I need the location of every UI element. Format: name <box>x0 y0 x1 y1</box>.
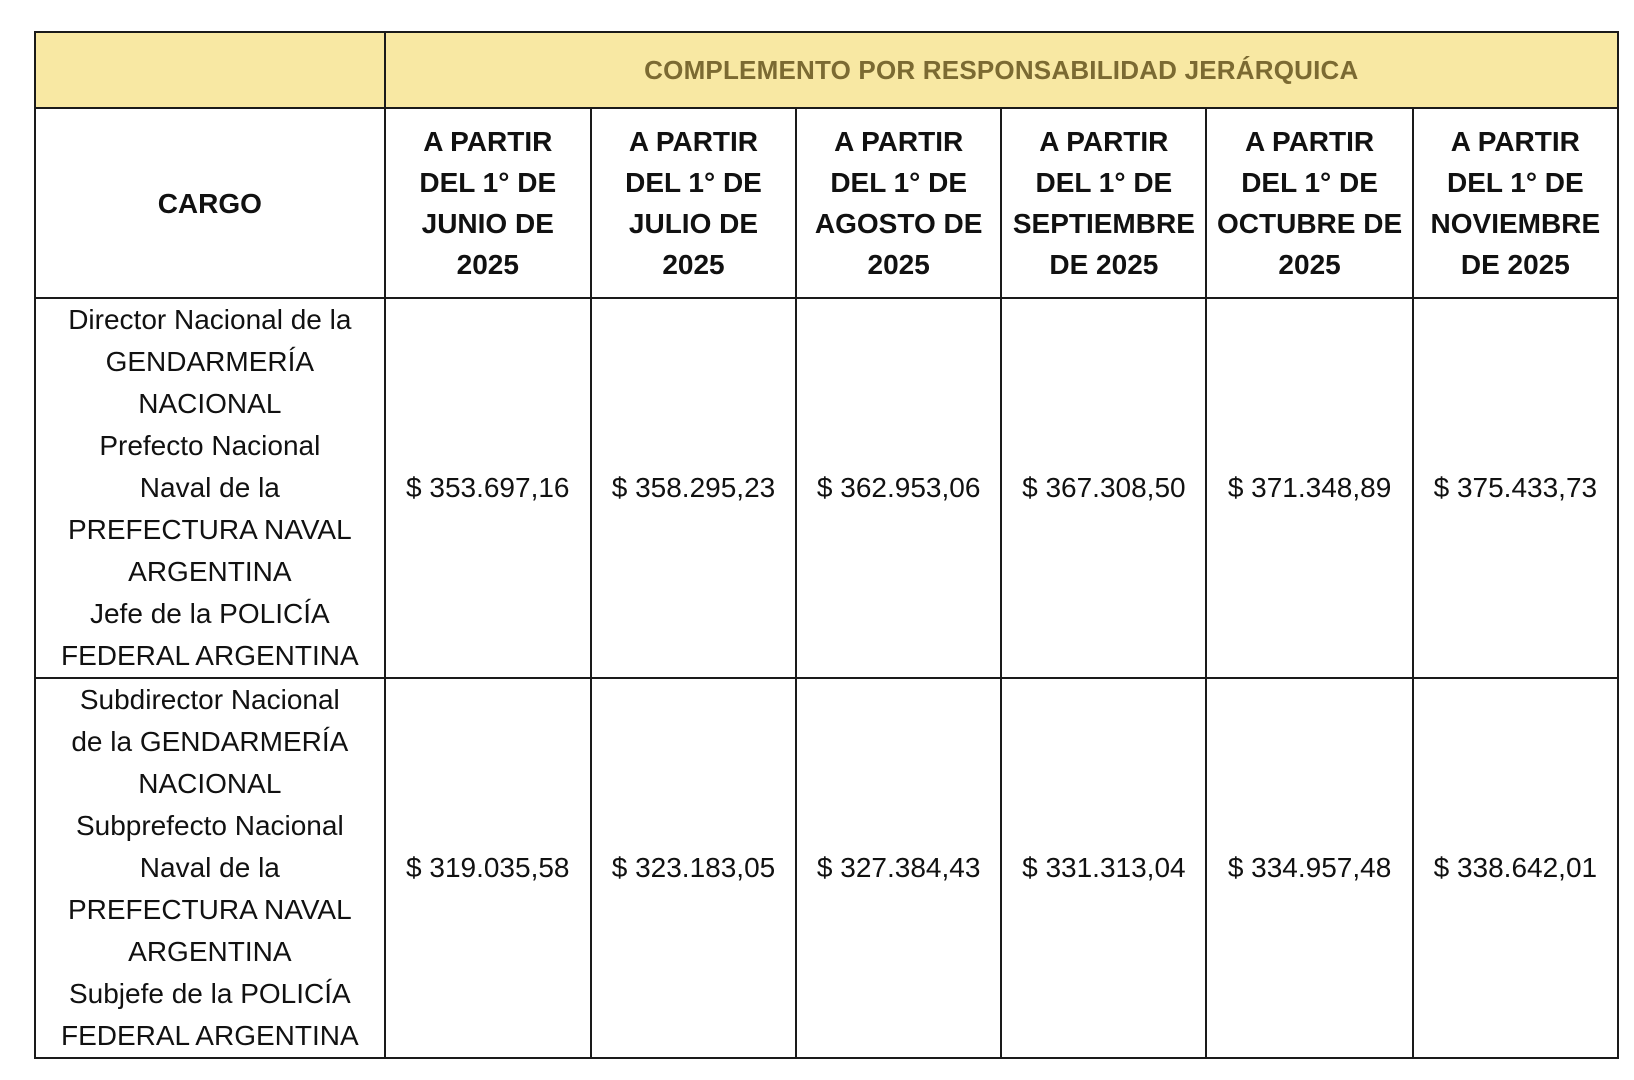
cargo-line: FEDERAL ARGENTINA <box>60 640 359 671</box>
cargo-line: PREFECTURA NAVAL <box>67 514 352 545</box>
banner-title: COMPLEMENTO POR RESPONSABILIDAD JERÁRQUICA <box>385 32 1618 108</box>
period-header-line: DEL 1° DE <box>1446 167 1584 198</box>
cargo-line: ARGENTINA <box>128 556 292 587</box>
period-header-line: DEL 1° DE <box>1035 167 1173 198</box>
period-header-line: A PARTIR <box>1245 126 1375 157</box>
amount-cell: $ 358.295,23 <box>591 298 796 678</box>
cargo-cell <box>35 678 385 1058</box>
period-header-line: 2025 <box>867 249 930 280</box>
amount-cell: $ 371.348,89 <box>1206 298 1412 678</box>
banner-empty-cell <box>35 32 385 108</box>
cargo-line: Subjefe de la POLICÍA <box>68 978 351 1009</box>
cargo-line: Subprefecto Nacional <box>75 810 344 841</box>
period-header-line: DE 2025 <box>1460 249 1570 280</box>
cargo-line: FEDERAL ARGENTINA <box>60 1020 359 1051</box>
cargo-line: Naval de la <box>139 472 280 503</box>
period-header-line: DEL 1° DE <box>830 167 968 198</box>
period-header-line: A PARTIR <box>423 126 553 157</box>
cargo-line: NACIONAL <box>138 768 282 799</box>
amount-cell: $ 353.697,16 <box>385 298 591 678</box>
period-header-line: DE 2025 <box>1049 249 1159 280</box>
header-row <box>35 108 1618 298</box>
amount-cell: $ 327.384,43 <box>796 678 1001 1058</box>
period-header-october <box>1206 108 1412 298</box>
amount-cell: $ 338.642,01 <box>1413 678 1618 1058</box>
period-header-line: 2025 <box>662 249 725 280</box>
period-header-july <box>591 108 796 298</box>
cargo-line: PREFECTURA NAVAL <box>67 894 352 925</box>
salary-table <box>34 31 1619 1059</box>
cargo-line: Jefe de la POLICÍA <box>89 598 330 629</box>
period-header-line: 2025 <box>1278 249 1341 280</box>
period-header-line: DEL 1° DE <box>419 167 557 198</box>
period-header-line: JULIO DE <box>628 208 759 239</box>
amount-cell: $ 331.313,04 <box>1001 678 1206 1058</box>
cargo-column-header: CARGO <box>35 108 385 298</box>
cargo-line: NACIONAL <box>138 388 282 419</box>
period-header-line: AGOSTO DE <box>814 208 983 239</box>
period-header-line: A PARTIR <box>1039 126 1169 157</box>
period-header-line: DEL 1° DE <box>1241 167 1378 198</box>
cargo-cell <box>35 298 385 678</box>
period-header-june <box>385 108 591 298</box>
amount-cell: $ 334.957,48 <box>1206 678 1412 1058</box>
cargo-line: ARGENTINA <box>128 936 292 967</box>
amount-cell: $ 367.308,50 <box>1001 298 1206 678</box>
banner-row <box>35 32 1618 108</box>
table-row <box>35 298 1618 678</box>
period-header-line: OCTUBRE DE <box>1217 208 1403 239</box>
period-header-september <box>1001 108 1206 298</box>
table-row <box>35 678 1618 1058</box>
period-header-line: A PARTIR <box>628 126 759 157</box>
period-header-line: JUNIO DE <box>421 208 554 239</box>
period-header-line: A PARTIR <box>834 126 964 157</box>
cargo-line: de la GENDARMERÍA <box>71 726 349 757</box>
period-header-line: SEPTIEMBRE <box>1012 208 1195 239</box>
period-header-august <box>796 108 1001 298</box>
amount-cell: $ 319.035,58 <box>385 678 591 1058</box>
amount-cell: $ 323.183,05 <box>591 678 796 1058</box>
cargo-line: GENDARMERÍA <box>105 346 315 377</box>
amount-cell: $ 362.953,06 <box>796 298 1001 678</box>
period-header-line: DEL 1° DE <box>625 167 762 198</box>
cargo-line: Subdirector Nacional <box>79 684 340 715</box>
period-header-line: 2025 <box>456 249 519 280</box>
cargo-line: Director Nacional de la <box>68 304 352 335</box>
cargo-line: Naval de la <box>139 852 280 883</box>
period-header-line: NOVIEMBRE <box>1430 208 1601 239</box>
period-header-november <box>1413 108 1618 298</box>
cargo-line: Prefecto Nacional <box>99 430 321 461</box>
amount-cell: $ 375.433,73 <box>1413 298 1618 678</box>
period-header-line: A PARTIR <box>1450 126 1580 157</box>
